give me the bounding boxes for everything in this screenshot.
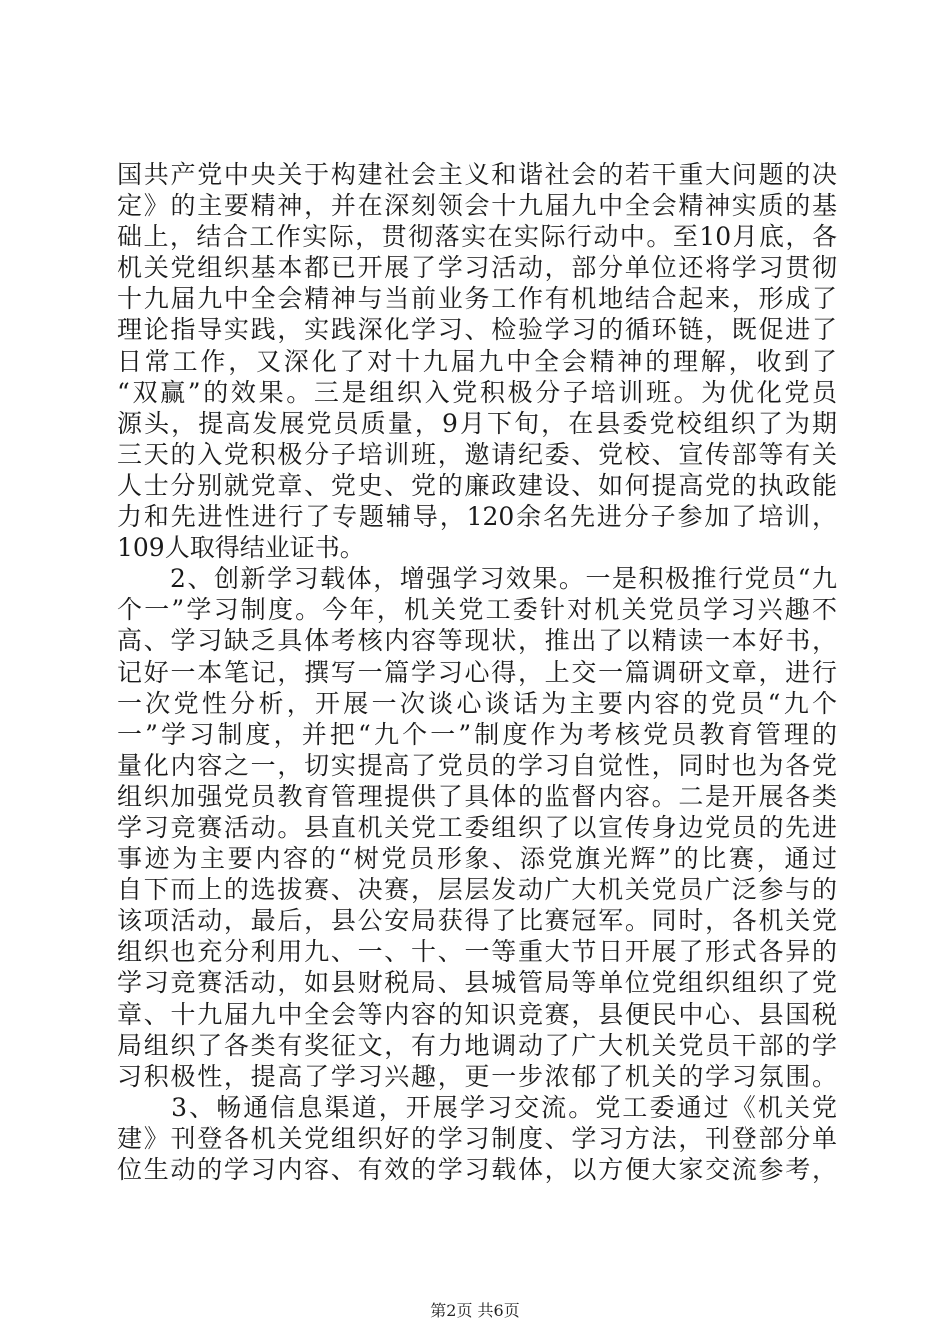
text-line: 2、创新学习载体，增强学习效果。一是积极推行党员“九 — [117, 564, 837, 594]
text-line: 事迹为主要内容的“树党员形象、添党旗光辉”的比赛，通过 — [117, 844, 837, 874]
text-line: 量化内容之一，切实提高了党员的学习自觉性，同时也为各党 — [117, 750, 837, 780]
text-line: 定》的主要精神，并在深刻领会十九届九中全会精神实质的基 — [117, 191, 837, 221]
text-line: 章、十九届九中全会等内容的知识竞赛，县便民中心、县国税 — [117, 999, 837, 1029]
text-line: 建》刊登各机关党组织好的学习制度、学习方法，刊登部分单 — [117, 1123, 837, 1153]
text-line: 组织也充分利用九、一、十、一等重大节日开展了形式各异的 — [117, 937, 837, 967]
text-line: 位生动的学习内容、有效的学习载体，以方便大家交流参考， — [117, 1155, 837, 1184]
text-line: 国共产党中央关于构建社会主义和谐社会的若干重大问题的决 — [117, 160, 837, 189]
text-line: 一”学习制度，并把“九个一”制度作为考核党员教育管理的 — [117, 719, 837, 749]
text-line: 个一”学习制度。今年，机关党工委针对机关党员学习兴趣不 — [117, 595, 837, 625]
text-line: 理论指导实践，实践深化学习、检验学习的循环链，既促进了 — [117, 315, 837, 345]
text-line: 础上，结合工作实际，贯彻落实在实际行动中。至10月底，各 — [117, 222, 837, 252]
text-line: 学习竞赛活动，如县财税局、县城管局等单位党组织组织了党 — [117, 968, 837, 998]
text-line: 学习竞赛活动。县直机关党工委组织了以宣传身边党员的先进 — [117, 812, 837, 842]
text-line: 十九届九中全会精神与当前业务工作有机地结合起来，形成了 — [117, 284, 837, 314]
text-line: 该项活动，最后，县公安局获得了比赛冠军。同时，各机关党 — [117, 906, 837, 936]
text-line: 日常工作，又深化了对十九届九中全会精神的理解，收到了 — [117, 346, 837, 376]
text-line: 人士分别就党章、党史、党的廉政建设、如何提高党的执政能 — [117, 470, 837, 500]
page-footer: 第2页 共6页 — [430, 1301, 520, 1320]
document-body — [117, 159, 837, 1185]
text-line: 高、学习缺乏具体考核内容等现状，推出了以精读一本好书， — [117, 626, 837, 656]
text-line: 109人取得结业证书。 — [117, 533, 365, 563]
text-line: 三天的入党积极分子培训班，邀请纪委、党校、宣传部等有关 — [117, 439, 837, 469]
text-line: 组织加强党员教育管理提供了具体的监督内容。二是开展各类 — [117, 781, 837, 811]
text-line: 源头，提高发展党员质量，9月下旬，在县委党校组织了为期 — [117, 408, 837, 438]
text-line: 3、畅通信息渠道，开展学习交流。党工委通过《机关党 — [117, 1092, 837, 1122]
text-line: 力和先进性进行了专题辅导，120余名先进分子参加了培训， — [117, 502, 837, 532]
text-line: 一次党性分析，开展一次谈心谈话为主要内容的党员“九个 — [117, 688, 837, 718]
text-line: 习积极性，提高了学习兴趣，更一步浓郁了机关的学习氛围。 — [117, 1061, 837, 1091]
text-line: “双赢”的效果。三是组织入党积极分子培训班。为优化党员 — [117, 377, 837, 407]
text-line: 局组织了各类有奖征文，有力地调动了广大机关党员干部的学 — [117, 1030, 837, 1060]
text-line: 自下而上的选拔赛、决赛，层层发动广大机关党员广泛参与的 — [117, 875, 837, 905]
text-line: 机关党组织基本都已开展了学习活动，部分单位还将学习贯彻 — [117, 253, 837, 283]
text-line: 记好一本笔记，撰写一篇学习心得，上交一篇调研文章，进行 — [117, 657, 837, 687]
